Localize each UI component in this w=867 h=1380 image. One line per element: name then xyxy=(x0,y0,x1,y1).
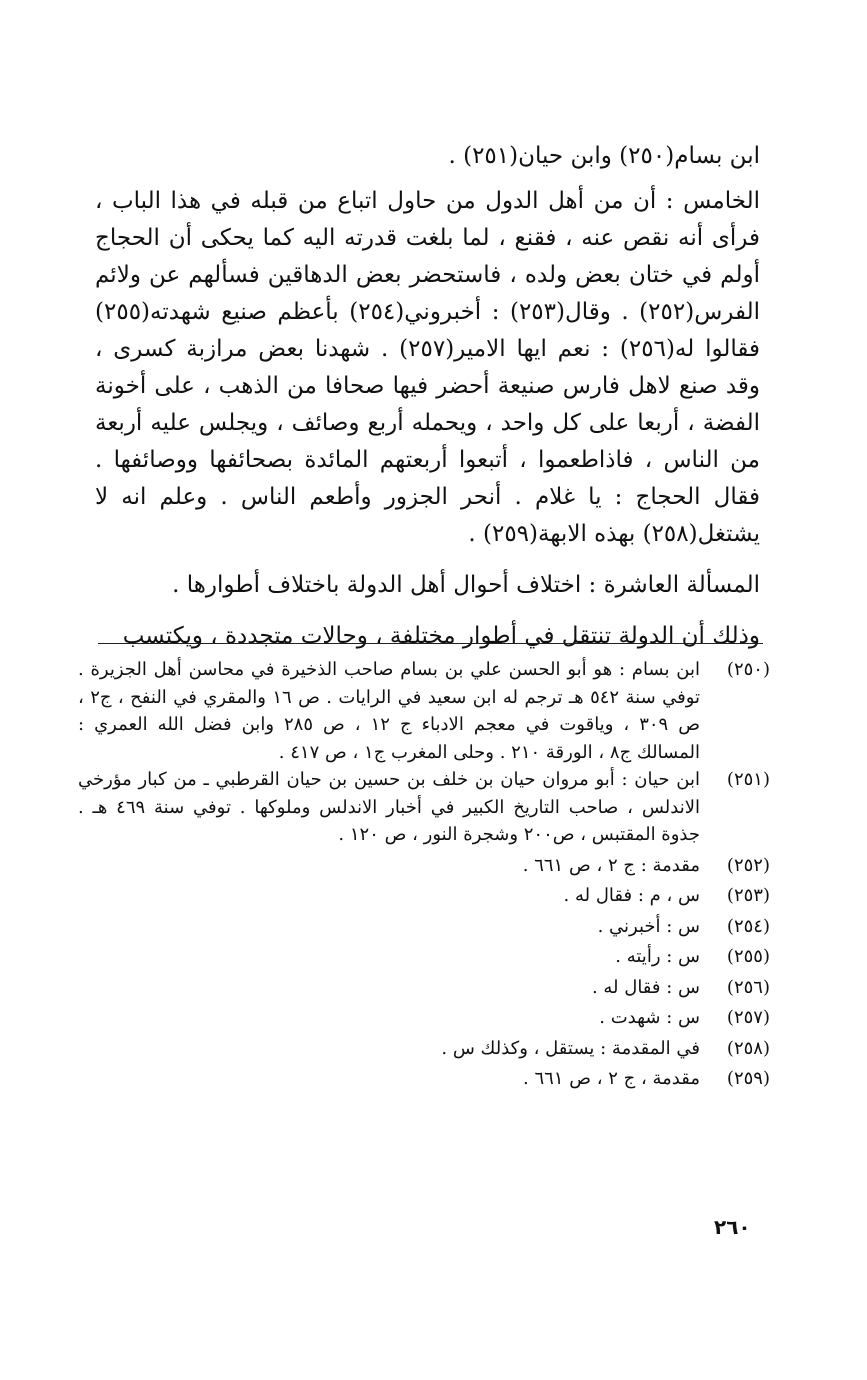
paragraph-continuation: ابن بسام(٢٥٠) وابن حيان(٢٥١) . xyxy=(448,143,760,169)
footnote-item xyxy=(70,1035,770,1063)
paragraph-fifth: الخامس : أن من أهل الدول من حاول اتباع من قبله في هذا الباب ، فرأى أنه نقص عنه ، فقنع ، لما بلغت قدرته اليه كما يحكى أن الحجاج أولم في ختان بعض ولده ، فاستحضر بعض الدهاقين فسألهم عن ولائم الفرس(٢٥٢) . وقال(٢٥٣) : أخبروني(٢٥٤) بأعظم صنيع شهدته(٢٥٥) فقالوا له(٢٥٦) : نعم ايها الامير(٢٥٧) . شهدنا بعض مرازبة كسرى ، وقد صنع لاهل فارس صنيعة أحضر فيها صحافا من الذهب ، على أخونة الفضة ، أربعا على كل واحد ، ويحمله أربع وصائف ، ويجلس عليه أربعة من الناس ، فاذاطعموا ، أتبعوا أربعتهم المائدة بصحائفها ووصائفها . فقال الحجاج : يا غلام . أنحر الجزور وأطعم الناس . وعلم انه لا يشتغل(٢٥٨) بهذه الابهة(٢٥٩) . xyxy=(95,188,760,547)
paragraph-explanation: وذلك أن الدولة تنتقل في أطوار مختلفة ، وحالات متجددة ، ويكتسب xyxy=(122,623,760,649)
page-number: ٢٦٠ xyxy=(714,1215,751,1239)
footnote-number: (٢٥٢) xyxy=(726,854,770,876)
footnote-number: (٢٥٨) xyxy=(726,1037,770,1059)
footnote-text: س : فقال له . xyxy=(591,976,700,998)
footnote-text: س : رأيته . xyxy=(615,946,700,967)
footnote-divider xyxy=(98,643,763,644)
footnote-text: ابن حيان : أبو مروان حيان بن خلف بن حسين بن حيان القرطبي ـ من كبار مؤرخي الاندلس ، صاحب التاريخ الكبير في أخبار الاندلس وملوكها . توفي سنة ٤٦٩ هـ . جذوة المقتبس ، ص٢٠٠ وشجرة النور ، ص ١٢٠ . xyxy=(78,769,700,845)
footnote-number: (٢٥٣) xyxy=(726,885,770,906)
footnote-text: ابن بسام : هو أبو الحسن علي بن بسام صاحب الذخيرة في محاسن أهل الجزيرة . توفي سنة ٥٤٢ هـ ترجم له ابن سعيد في الرايات . ص ١٦ والمقري في النفح ، ج٢ ، ص ٣٠٩ ، وياقوت في معجم الادباء ج ١٢ ، ص ٢٨٥ وابن فضل الله العمري : المسالك ج٨ ، الورقة ٢١٠ . وحلى المغرب ج١ ، ص ٤١٧ . xyxy=(78,659,700,763)
footnote-number: (٢٥٥) xyxy=(726,946,770,967)
footnote-text: س : شهدت . xyxy=(599,1007,700,1028)
footnote-item xyxy=(70,943,770,971)
footnote-item xyxy=(70,1004,770,1032)
footnote-text: س ، م : فقال له . xyxy=(563,885,700,906)
footnote-text: مقدمة ، ج ٢ ، ص ٦٦١ . xyxy=(523,1068,700,1089)
footnote-number: (٢٥٠) xyxy=(726,659,770,680)
footnote-text: في المقدمة : يستقل ، وكذلك س . xyxy=(441,1037,700,1059)
footnote-item xyxy=(70,852,770,880)
footnote-item xyxy=(70,1065,770,1093)
footnote-text: س : أخبرني . xyxy=(597,915,700,937)
paragraph-tenth-question: المسألة العاشرة : اختلاف أحوال أهل الدولة باختلاف أطوارها . xyxy=(172,572,760,598)
main-text xyxy=(95,138,760,655)
footnote-item xyxy=(70,974,770,1002)
footnote-number: (٢٥٧) xyxy=(726,1007,770,1028)
footnote-item xyxy=(70,656,770,766)
footnote-number: (٢٥٩) xyxy=(726,1068,770,1089)
footnote-number: (٢٥٦) xyxy=(726,976,770,998)
footnote-number: (٢٥١) xyxy=(726,769,770,790)
footnote-text: مقدمة : ج ٢ ، ص ٦٦١ . xyxy=(522,854,700,876)
footnote-item xyxy=(70,913,770,941)
footnote-item xyxy=(70,766,770,849)
footnotes xyxy=(70,656,770,1093)
footnote-item xyxy=(70,882,770,910)
footnote-number: (٢٥٤) xyxy=(726,915,770,937)
